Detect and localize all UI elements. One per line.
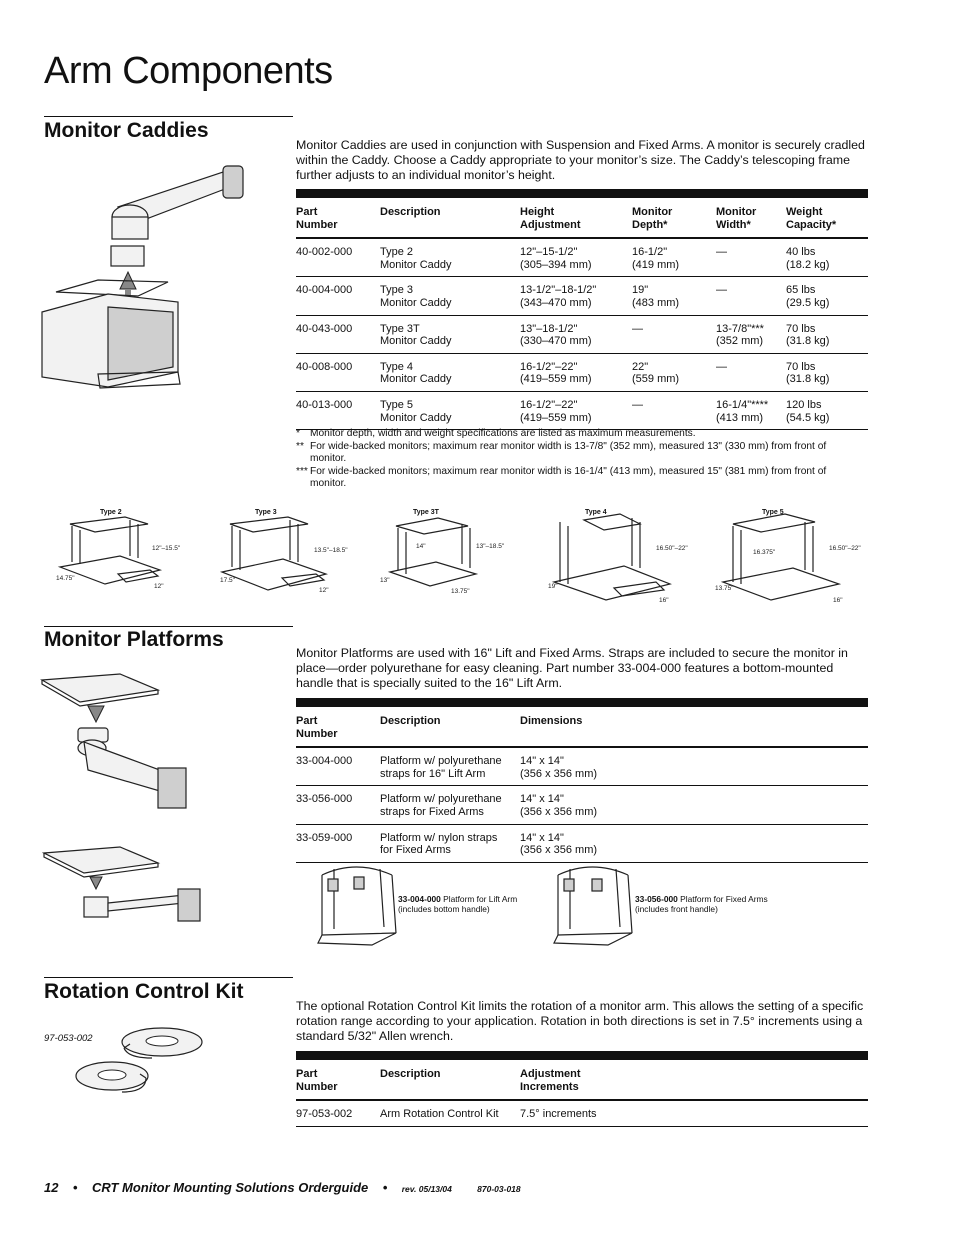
- doc-number: 870-03-018: [477, 1184, 521, 1194]
- table-cell: Type 3 Monitor Caddy: [380, 277, 520, 315]
- table-cell: 13"–18-1/2" (330–470 mm): [520, 315, 632, 353]
- platform-caption: 33-056-000 Platform for Fixed Arms (includes front handle): [635, 894, 768, 914]
- table-cell: 14" x 14" (356 x 356 mm): [520, 824, 868, 862]
- table-cell: —: [716, 277, 786, 315]
- column-header: Part Number: [296, 198, 380, 238]
- dim-label: 19": [548, 583, 558, 590]
- diagram-label: Type 4: [585, 509, 607, 516]
- dim-label: 16.375": [753, 549, 776, 556]
- table-row: [296, 824, 868, 862]
- column-header: Part Number: [296, 707, 380, 747]
- dim-label: 14.75": [56, 575, 75, 582]
- table-row: [296, 277, 868, 315]
- dim-label: 16": [833, 597, 843, 604]
- table-cell: 65 lbs (29.5 kg): [786, 277, 868, 315]
- rotation-kit-illustration: [72, 1024, 212, 1099]
- type-3t-caddy-diagram: [376, 512, 526, 597]
- table-cell: 12"–15-1/2" (305–394 mm): [520, 238, 632, 277]
- column-header: Height Adjustment: [520, 198, 632, 238]
- page-footer: 12 • CRT Monitor Mounting Solutions Orderguide • rev. 05/13/04 870-03-018: [44, 1180, 521, 1195]
- rotation-title: Rotation Control Kit: [44, 980, 244, 1003]
- table-row: [296, 315, 868, 353]
- page-title: Arm Components: [44, 50, 333, 92]
- caddies-table: [296, 189, 868, 430]
- type-5-caddy-diagram: [705, 512, 870, 607]
- column-header: Adjustment Increments: [520, 1060, 868, 1100]
- dim-label: 12"–15.5": [152, 545, 181, 552]
- diagram-label: Type 3: [255, 509, 277, 516]
- table-cell: 16-1/2"–22" (419–559 mm): [520, 391, 632, 429]
- caddies-title: Monitor Caddies: [44, 119, 209, 142]
- dim-label: 17.5": [220, 577, 235, 584]
- table-cell: 16-1/2" (419 mm): [632, 238, 716, 277]
- guide-title: CRT Monitor Mounting Solutions Orderguide: [91, 1180, 369, 1195]
- dim-label: 13": [380, 577, 390, 584]
- dim-label: 14": [416, 543, 426, 550]
- caddy-arm-illustration: [38, 162, 248, 402]
- table-cell: —: [632, 315, 716, 353]
- table-cell: Type 4 Monitor Caddy: [380, 353, 520, 391]
- table-row: [296, 391, 868, 429]
- column-header: Description: [380, 1060, 520, 1100]
- table-cell: Platform w/ polyurethane straps for 16" Lift Arm: [380, 747, 520, 786]
- table-cell: 16-1/4"**** (413 mm): [716, 391, 786, 429]
- table-cell: 7.5° increments: [520, 1100, 868, 1126]
- footnote: ** For wide-backed monitors; maximum rear monitor width is 13-7/8" (352 mm), measured 13" (330 mm) from front of monitor.: [296, 440, 827, 464]
- column-header: Monitor Depth*: [632, 198, 716, 238]
- column-header: Dimensions: [520, 707, 868, 747]
- dim-label: 16": [659, 597, 669, 604]
- rotation-sku-label: 97-053-002: [44, 1033, 93, 1044]
- table-row: [296, 786, 868, 824]
- table-cell: Arm Rotation Control Kit: [380, 1100, 520, 1126]
- table-cell: —: [716, 353, 786, 391]
- table-cell: —: [716, 238, 786, 277]
- type-4-caddy-diagram: [540, 512, 700, 607]
- table-cell: 13-7/8"*** (352 mm): [716, 315, 786, 353]
- table-cell: 13-1/2"–18-1/2" (343–470 mm): [520, 277, 632, 315]
- dim-label: 12": [154, 583, 164, 590]
- column-header: Weight Capacity*: [786, 198, 868, 238]
- table-header-row: [296, 198, 868, 238]
- table-row: [296, 353, 868, 391]
- caddies-footnotes: [296, 428, 856, 491]
- dim-label: 13.75": [451, 588, 470, 595]
- table-cell: Type 5 Monitor Caddy: [380, 391, 520, 429]
- type-2-caddy-diagram: [50, 512, 200, 592]
- lift-arm-platform-photo: [312, 865, 402, 947]
- table-cell: 22" (559 mm): [632, 353, 716, 391]
- footnote: *** For wide-backed monitors; maximum rear monitor width is 16-1/4" (413 mm), measured 15" (381 mm) from front of monitor.: [296, 465, 827, 489]
- table-header-bar: [296, 698, 868, 707]
- table-row: [296, 747, 868, 786]
- column-header: Description: [380, 707, 520, 747]
- table-cell: 120 lbs (54.5 kg): [786, 391, 868, 429]
- table-row: [296, 1100, 868, 1126]
- diagram-label: Type 5: [762, 509, 784, 516]
- table-cell: Type 2 Monitor Caddy: [380, 238, 520, 277]
- rotation-intro: The optional Rotation Control Kit limits the rotation of a monitor arm. This allows the setting of a specific rotation range according to your application. Rotation in both directions is set in 7.5° increments using a standard 5/32" Allen wrench.: [296, 999, 864, 1043]
- fixed-arm-platform-photo: [548, 865, 638, 947]
- section-rule: [44, 977, 293, 978]
- type-3-caddy-diagram: [208, 512, 363, 597]
- table-cell: 70 lbs (31.8 kg): [786, 353, 868, 391]
- column-header: Description: [380, 198, 520, 238]
- revision: rev. 05/13/04: [401, 1184, 452, 1194]
- table-cell: 14" x 14" (356 x 356 mm): [520, 786, 868, 824]
- column-header: Part Number: [296, 1060, 380, 1100]
- dim-label: 13.5"–18.5": [314, 547, 348, 554]
- table-cell: Type 3T Monitor Caddy: [380, 315, 520, 353]
- diagram-label: Type 2: [100, 509, 122, 516]
- table-cell: 19" (483 mm): [632, 277, 716, 315]
- table-header-row: [296, 1060, 868, 1100]
- table-cell: Platform w/ polyurethane straps for Fixed Arms: [380, 786, 520, 824]
- dim-label: 16.50"–22": [829, 545, 861, 552]
- column-header: Monitor Width*: [716, 198, 786, 238]
- platforms-intro: Monitor Platforms are used with 16" Lift and Fixed Arms. Straps are included to secure the monitor in place—order polyurethane for easy cleaning. Part number 33-004-000 features a bottom-mounted handle that is specially suited to the 16" Lift Arm.: [296, 646, 848, 690]
- caddies-intro: Monitor Caddies are used in conjunction with Suspension and Fixed Arms. A monitor is securely cradled within the Caddy. Choose a Caddy appropriate to your monitor’s size. The Caddy’s telescoping frame further adjusts to an individual monitor’s height.: [296, 138, 865, 182]
- table-row: [296, 238, 868, 277]
- dim-label: 13.75": [715, 585, 734, 592]
- table-cell: 40-013-000: [296, 391, 380, 429]
- section-rule: [44, 626, 293, 627]
- table-cell: 16-1/2"–22" (419–559 mm): [520, 353, 632, 391]
- table-cell: 70 lbs (31.8 kg): [786, 315, 868, 353]
- table-cell: 33-004-000: [296, 747, 380, 786]
- dim-label: 13"–18.5": [476, 543, 505, 550]
- table-cell: 33-056-000: [296, 786, 380, 824]
- dim-label: 12": [319, 587, 329, 594]
- fixed-arm-platform-illustration: [40, 845, 210, 925]
- table-cell: 33-059-000: [296, 824, 380, 862]
- platforms-table: [296, 698, 868, 863]
- table-header-bar: [296, 189, 868, 198]
- lift-arm-platform-illustration: [40, 672, 200, 812]
- table-cell: 40-002-000: [296, 238, 380, 277]
- rotation-table: [296, 1051, 868, 1127]
- page-number: 12: [44, 1180, 59, 1195]
- table-cell: 14" x 14" (356 x 356 mm): [520, 747, 868, 786]
- footnote: * Monitor depth, width and weight specifications are listed as maximum measurements.: [296, 428, 696, 439]
- table-cell: Platform w/ nylon straps for Fixed Arms: [380, 824, 520, 862]
- table-cell: 40-008-000: [296, 353, 380, 391]
- table-cell: 40-004-000: [296, 277, 380, 315]
- section-rule: [44, 116, 293, 117]
- table-header-row: [296, 707, 868, 747]
- platforms-title: Monitor Platforms: [44, 628, 224, 651]
- table-cell: 97-053-002: [296, 1100, 380, 1126]
- table-cell: —: [632, 391, 716, 429]
- dim-label: 16.50"–22": [656, 545, 688, 552]
- table-cell: 40-043-000: [296, 315, 380, 353]
- table-header-bar: [296, 1051, 868, 1060]
- platform-caption: 33-004-000 Platform for Lift Arm (includes bottom handle): [398, 894, 518, 914]
- table-cell: 40 lbs (18.2 kg): [786, 238, 868, 277]
- diagram-label: Type 3T: [413, 509, 439, 516]
